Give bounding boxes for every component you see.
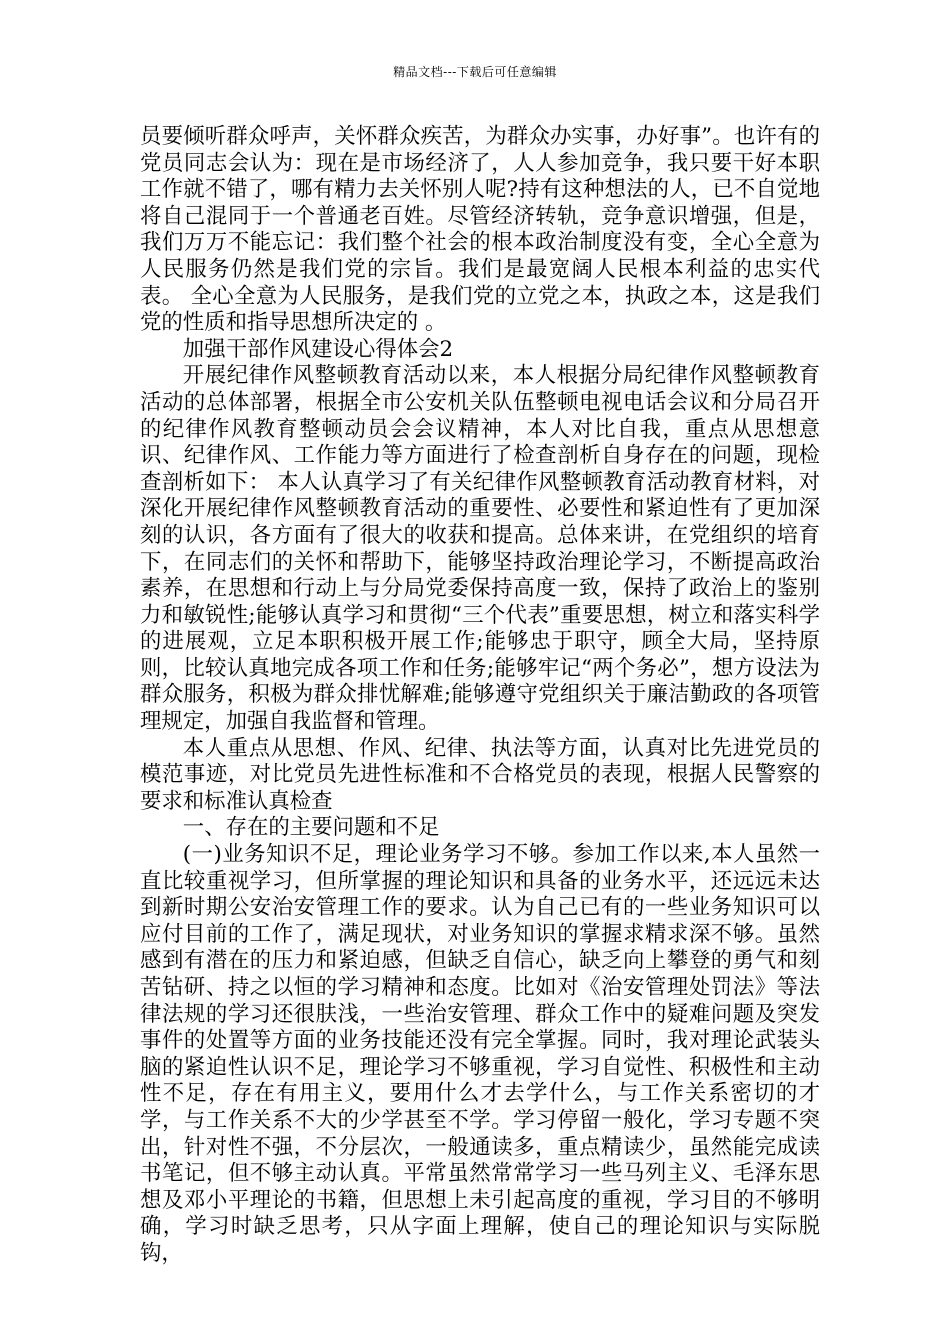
subheading-problems: 一、存在的主要问题和不足 [182, 815, 440, 841]
section-title: 加强干部作风建设心得体会2 [182, 336, 454, 362]
paragraph-3: 本人重点从思想、作风、纪律、执法等方面，认真对比先进党员的模范事迹，对比党员先进性标准和不合格党员的表现，根据人民警察的要求和标准认真检查 [140, 735, 820, 814]
paragraph-4: (一)业务知识不足，理论业务学习不够。参加工作以来,本人虽然一直比较重视学习，但所掌握的理论知识和具备的业务水平，还远远未达到新时期公安治安管理工作的要求。认为自己已有的一些业务知识可以应付目前的工作了，满足现状，对业务知识的掌握求精求深不够。虽然感到有潜在的压力和紧迫感，但缺乏自信心，缺乏向上攀登的勇气和刻苦钻研、持之以恒的学习精神和态度。比如对《治安管理处罚法》等法律法规的学习还很肤浅，一些治安管理、群众工作中的疑难问题及突发事件的处置等方面的业务技能还没有完全掌握。同时，我对理论武装头脑的紧迫性认识不足，理论学习不够重视，学习自觉性、积极性和主动性不足，存在有用主义，要用什么才去学什么，与工作关系密切的才学，与工作关系不大的少学甚至不学。学习停留一般化，学习专题不突出，针对性不强，不分层次，一般通读多，重点精读少，虽然能完成读书笔记，但不够主动认真。平常虽然常常学习一些马列主义、毛泽东思想及邓小平理论的书籍，但思想上未引起高度的重视，学习目的不够明确，学习时缺乏思考，只从字面上理解，使自己的理论知识与实际脱钩， [140, 842, 820, 1266]
paragraph-2: 开展纪律作风整顿教育活动以来，本人根据分局纪律作风整顿教育活动的总体部署，根据全市公安机关队伍整顿电视电话会议和分局召开的纪律作风教育整顿动员会会议精神，本人对比自我，重点从思想意识、纪律作风、工作能力等方面进行了检查剖析自身存在的问题，现检查剖析如下： 本人认真学习了有关纪律作风整顿教育活动教育材料，对深化开展纪律作风整顿教育活动的重要性、必要性和紧迫性有了更加深刻的认识，各方面有了很大的收获和提高。总体来讲，在党组织的培育下，在同志们的关怀和帮助下，能够坚持政治理论学习，不断提高政治素养，在思想和行动上与分局党委保持高度一致，保持了政治上的鉴别力和敏锐性;能够认真学习和贯彻“三个代表”重要思想，树立和落实科学的进展观，立足本职积极开展工作;能够忠于职守，顾全大局，坚持原则，比较认真地完成各项工作和任务;能够牢记“两个务必”，想方设法为群众服务，积极为群众排忧解难;能够遵守党组织关于廉洁勤政的各项管理规定，加强自我监督和管理。 [140, 363, 820, 735]
document-body [140, 124, 820, 1268]
page-header: 精品文档---下载后可任意编辑 [393, 65, 557, 79]
paragraph-1: 员要倾听群众呼声，关怀群众疾苦，为群众办实事，办好事”。也许有的党员同志会认为：现在是市场经济了，人人参加竞争，我只要干好本职工作就不错了，哪有精力去关怀别人呢?持有这种想法的人，已不自觉地将自己混同于一个普通老百姓。尽管经济转轨，竞争意识增强，但是，我们万万不能忘记：我们整个社会的根本政治制度没有变，全心全意为人民服务仍然是我们党的宗旨。我们是最宽阔人民根本利益的忠实代表。 全心全意为人民服务，是我们党的立党之本，执政之本，这是我们党的性质和指导思想所决定的 。 [140, 124, 820, 336]
